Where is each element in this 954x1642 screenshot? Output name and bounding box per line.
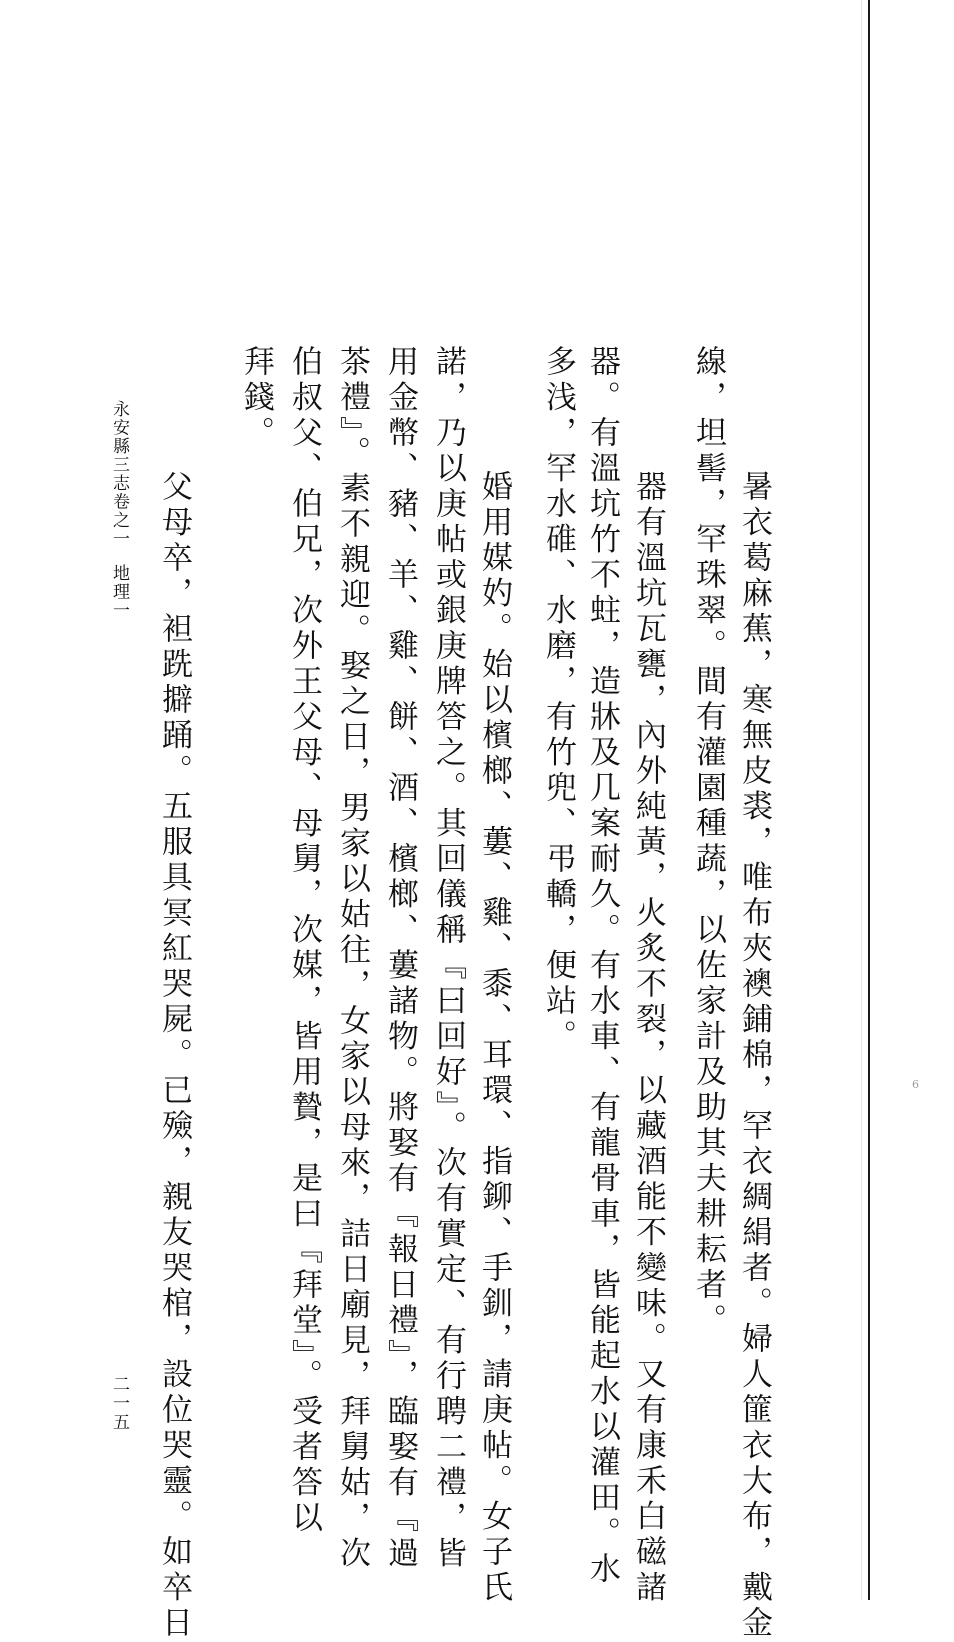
text-column-3: 器有溫坑瓦甕，內外純黃，火炙不裂，以藏酒能不變味。又有康禾白磁諸	[630, 470, 666, 1606]
book-title: 永安縣三志卷之一	[109, 400, 129, 548]
text-column-12: 父母卒，袒跣擗踊。五服具冥紅哭屍。已殮，親友哭棺，設位哭靈。如卒日	[156, 470, 192, 1642]
section-name: 地理一	[109, 564, 129, 620]
text-column-9: 茶禮』。素不親迎。娶之日，男家以姑往，女家以母來，詰日廟見，拜舅姑，次	[334, 345, 370, 1572]
text-column-2: 線，坦髻，罕珠翠。間有灌園種蔬，以佐家計及助其夫耕耘者。	[690, 345, 726, 1339]
page-number: 二一五	[109, 1375, 129, 1432]
text-column-11: 拜錢。	[238, 345, 274, 452]
book-title-footer	[108, 400, 130, 620]
text-column-5: 多浅，罕水碓、水磨，有竹兜、弔轎，便站。	[540, 345, 576, 1055]
text-column-8: 用金幣、豬、羊、雞、餅、酒、檳榔、蔞諸物。將娶有『報日禮』，臨娶有『過	[382, 345, 418, 1572]
text-column-10: 伯叔父、伯兄，次外王父母、母舅，次媒，皆用贄，是曰『拜堂』。受者答以	[286, 345, 322, 1537]
text-column-1: 暑衣葛麻蕉，寒無皮裘，唯布夾襖鋪棉，罕衣綢絹者。婦人篚衣大布，戴金	[736, 470, 772, 1642]
text-column-7: 諾，乃以庚帖或銀庚牌答之。其回儀稱『曰回好』。次有實定、有行聘二禮，皆	[430, 345, 466, 1572]
page-edge-inner	[861, 0, 862, 1600]
page-edge	[868, 0, 870, 1600]
text-column-4: 器。有溫坑竹不蛀，造牀及几案耐久。有水車、有龍骨車，皆能起水以灌田。水	[584, 345, 620, 1588]
margin-mark: 6	[912, 1078, 919, 1091]
text-column-6: 婚用媒妁。始以檳榔、蔞、雞、黍、耳環、指鉚、手釧，請庚帖。女子氏	[476, 470, 512, 1606]
